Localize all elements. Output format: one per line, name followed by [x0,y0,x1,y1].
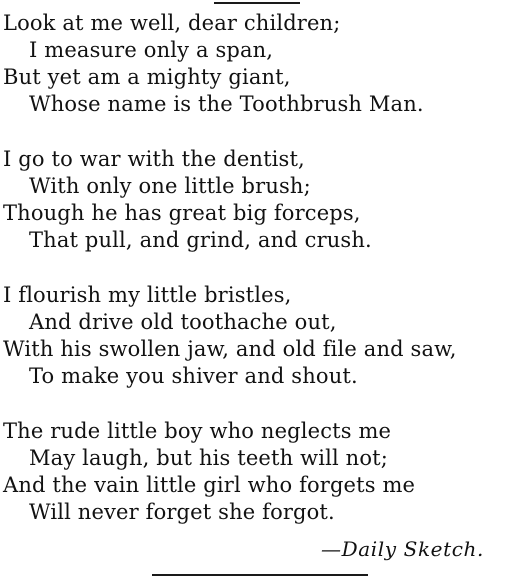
poem [3,10,529,526]
poem-line: I measure only a span, [29,38,274,62]
poem-line: May laugh, but his teeth will not; [29,446,388,470]
poem-line: With his swollen jaw, and old file and saw, [3,337,457,361]
stanza-1 [3,10,529,118]
stanza-2 [3,146,529,254]
poem-line: And the vain little girl who forgets me [3,473,416,497]
top-rule [214,2,300,4]
poem-line: Will never forget she forgot. [29,500,335,524]
stanza-4 [3,418,529,526]
bottom-rule [152,574,368,576]
poem-line: Whose name is the Toothbrush Man. [29,92,424,116]
poem-line: That pull, and grind, and crush. [29,228,372,252]
attribution: —Daily Sketch. [321,537,484,561]
poem-line: I go to war with the dentist, [3,147,305,171]
poem-line: Though he has great big forceps, [3,201,361,225]
poem-line: The rude little boy who neglects me [3,419,392,443]
poem-line: And drive old toothache out, [29,310,337,334]
poem-line: I flourish my little bristles, [3,283,292,307]
poem-line: To make you shiver and shout. [29,364,358,388]
poem-line: Look at me well, dear children; [3,11,341,35]
poem-line: With only one little brush; [29,174,311,198]
stanza-3 [3,282,529,390]
poem-line: But yet am a mighty giant, [3,65,291,89]
